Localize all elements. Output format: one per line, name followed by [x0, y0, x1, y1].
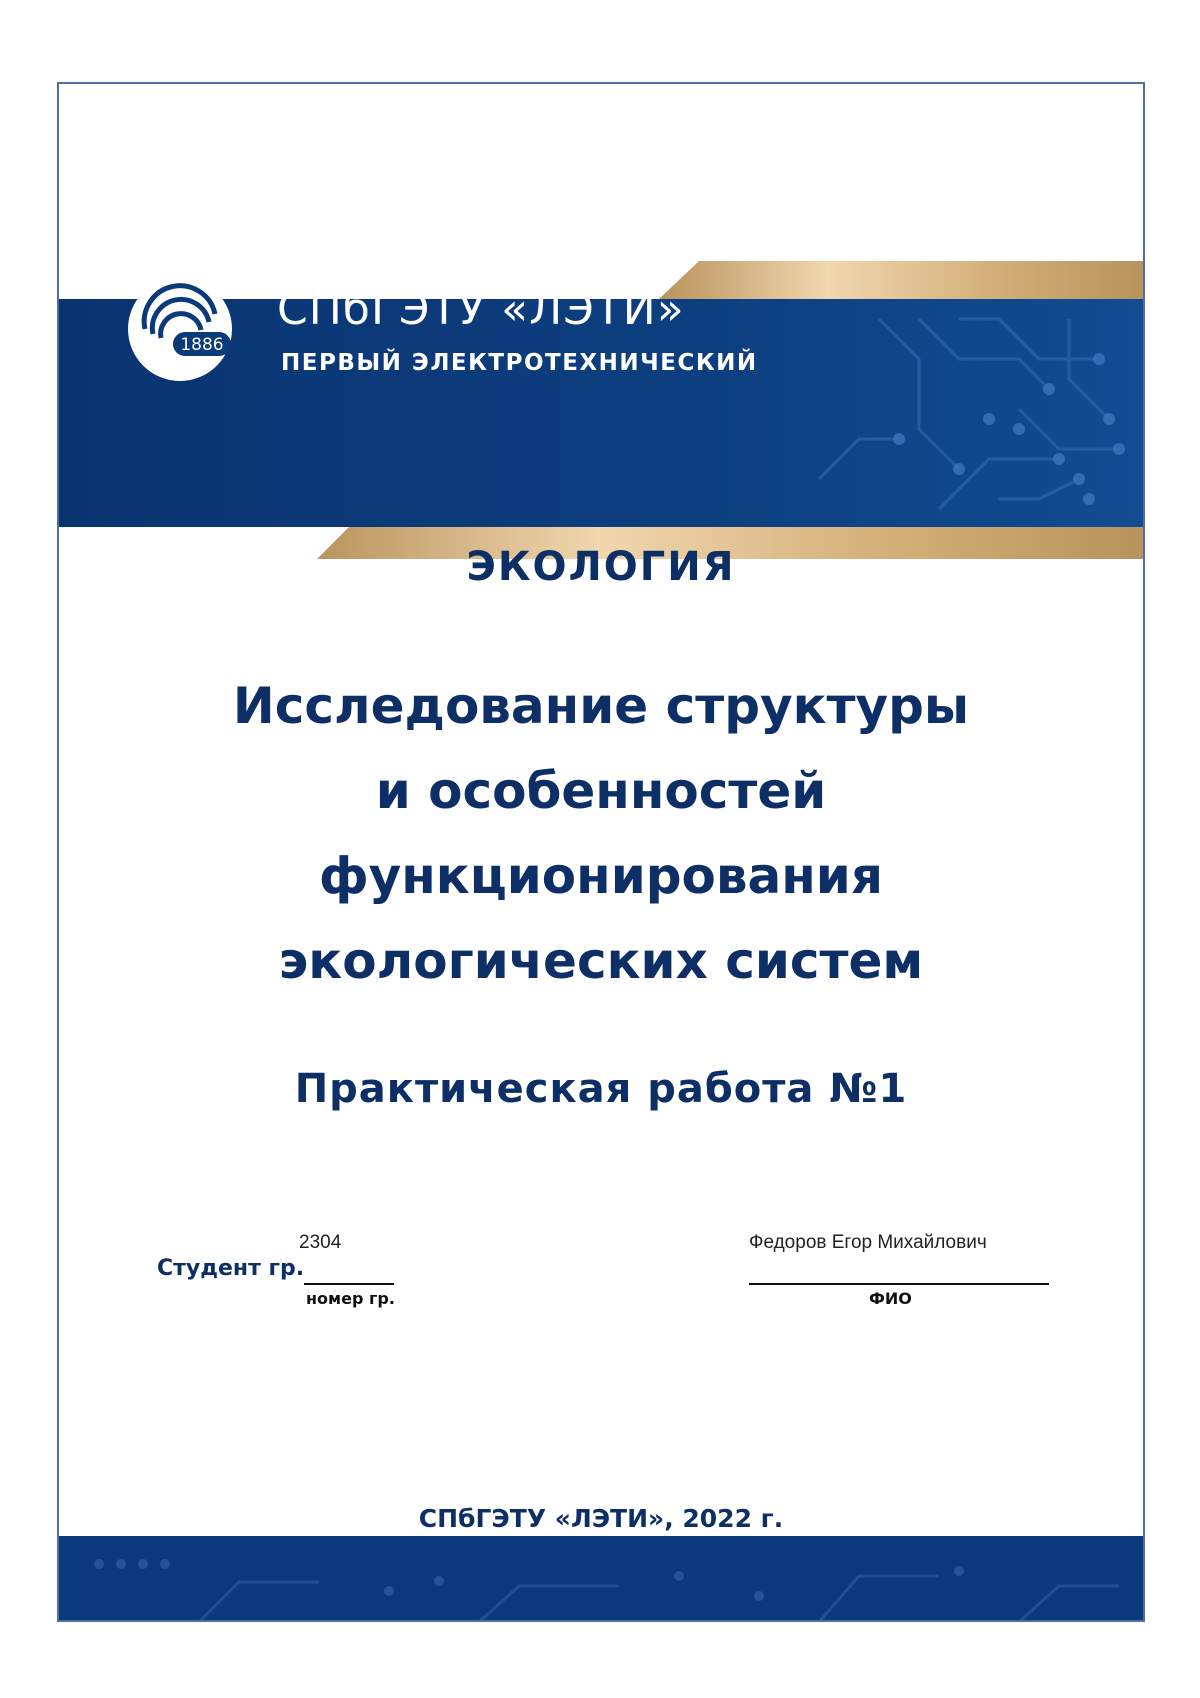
work-title [59, 664, 1143, 1004]
work-number: Практическая работа №1 [294, 1066, 908, 1112]
footer-text: СПбГЭТУ «ЛЭТИ», 2022 г. [418, 1504, 784, 1533]
group-hint: номер гр. [306, 1289, 395, 1308]
group-number: 2304 [299, 1232, 342, 1253]
brand-subtitle: ПЕРВЫЙ ЭЛЕКТРОТЕХНИЧЕСКИЙ [281, 350, 758, 376]
group-underline [304, 1283, 394, 1285]
logo-year: 1886 [180, 335, 224, 355]
student-name: Федоров Егор Михайлович [749, 1232, 987, 1253]
footer-band [59, 1536, 1143, 1622]
name-underline [749, 1283, 1049, 1285]
work-title-line: Исследование структуры [232, 677, 970, 735]
brand-name: СПбГЭТУ «ЛЭТИ» [277, 284, 685, 335]
student-label: Студент гр. [157, 1256, 305, 1281]
footer-graphic [59, 1536, 1143, 1622]
name-hint: ФИО [869, 1289, 912, 1308]
work-title-line: экологических систем [278, 932, 924, 990]
work-title-line: и особенностей [375, 762, 827, 820]
subject-title: ЭКОЛОГИЯ [466, 544, 736, 590]
work-title-line: функционирования [319, 847, 883, 905]
university-logo [125, 274, 235, 384]
page-frame [57, 82, 1145, 1622]
